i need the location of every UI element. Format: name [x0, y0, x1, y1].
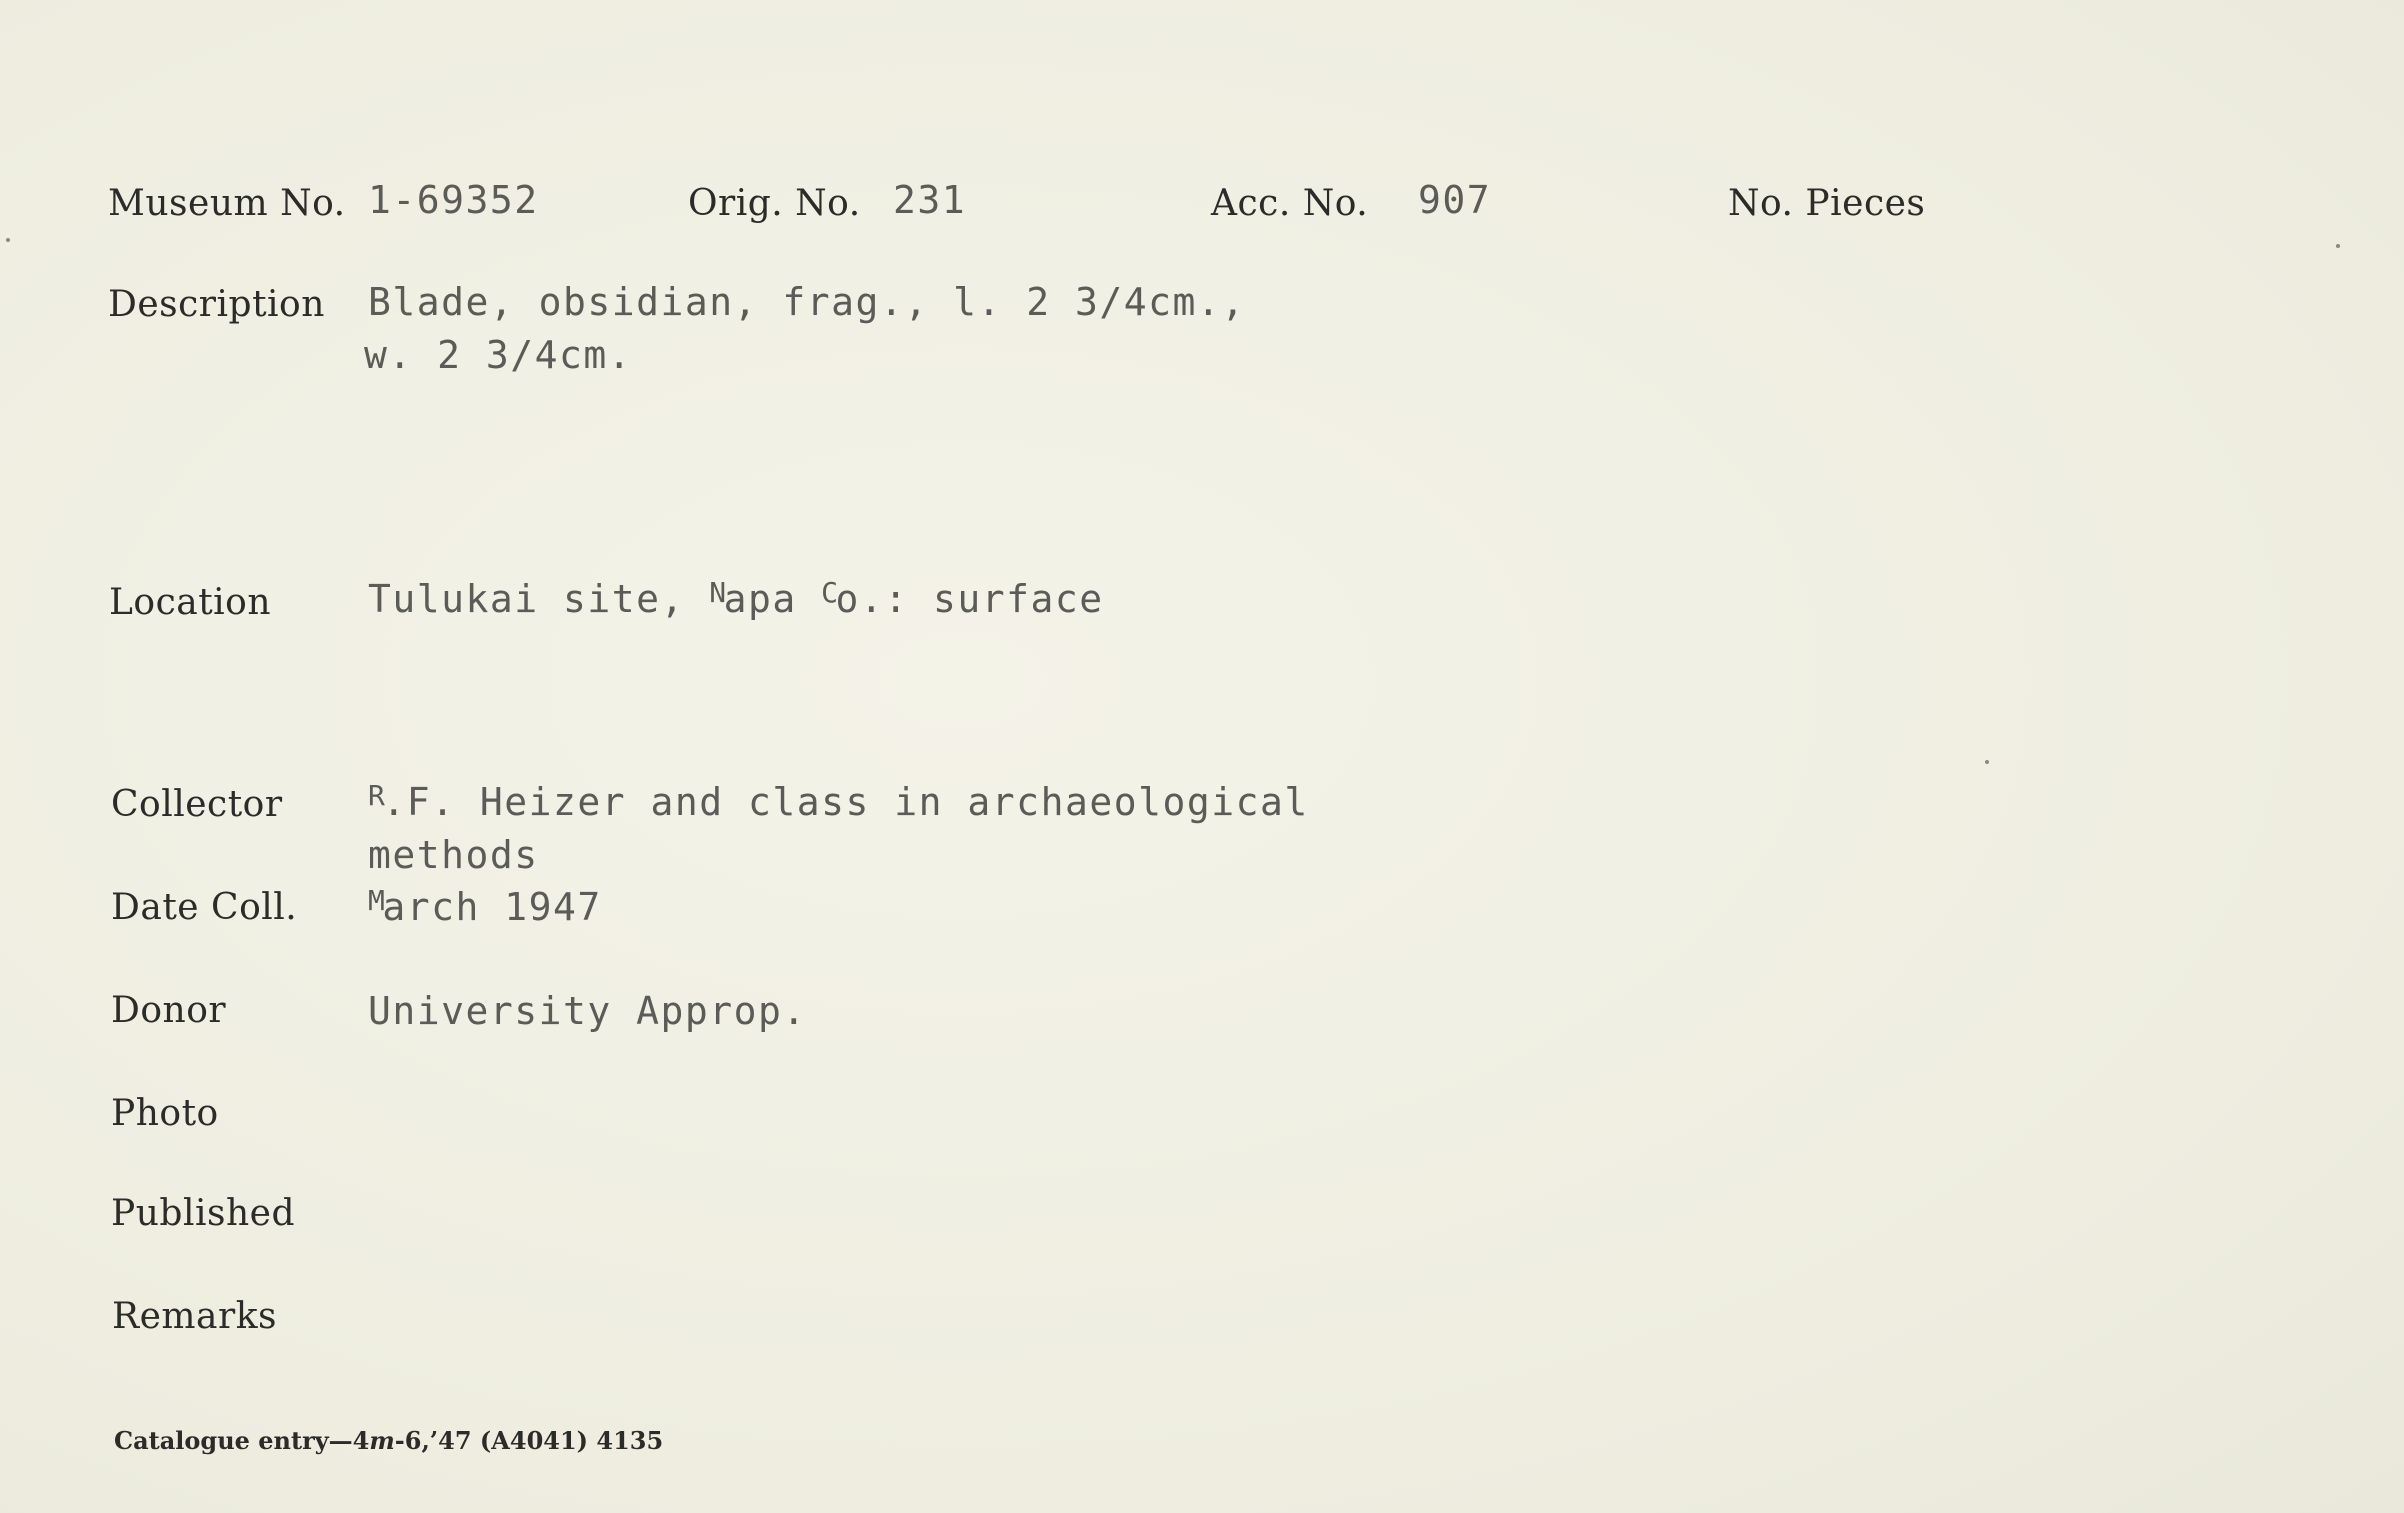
donor-label: Donor: [111, 990, 227, 1031]
paper-speck: [2336, 244, 2340, 248]
date-coll-value: $^M$arch 1947: [368, 884, 602, 929]
museum-no-label: Museum No.: [108, 183, 346, 224]
description-line-2: w. 2 3/4cm.: [364, 333, 633, 377]
acc-no-label: Acc. No.: [1211, 183, 1369, 224]
catalogue-entry-footer: Catalogue entry—4m-6,’47 (A4041) 4135: [114, 1426, 664, 1455]
museum-no-value: 1-69352: [368, 178, 539, 222]
paper-speck: [1985, 760, 1989, 764]
description-line-1: Blade, obsidian, frag., l. 2 3/4cm.,: [368, 280, 1246, 324]
donor-value: University Approp.: [368, 989, 807, 1033]
collector-line-2: methods: [368, 833, 539, 877]
description-label: Description: [108, 284, 325, 325]
orig-no-value: 231: [893, 178, 967, 222]
published-label: Published: [111, 1193, 295, 1234]
orig-no-label: Orig. No.: [688, 183, 861, 224]
collector-line-1: $^R$.F. Heizer and class in archaeological: [368, 779, 1309, 824]
location-value: Tulukai site, $^N$apa $^C$o.: surface: [368, 576, 1104, 621]
remarks-label: Remarks: [112, 1296, 278, 1337]
photo-label: Photo: [111, 1093, 219, 1134]
date-coll-label: Date Coll.: [111, 887, 298, 928]
collector-label: Collector: [111, 784, 283, 825]
location-label: Location: [109, 582, 272, 623]
no-pieces-label: No. Pieces: [1728, 183, 1926, 224]
paper-speck: [6, 238, 10, 242]
acc-no-value: 907: [1418, 178, 1492, 222]
